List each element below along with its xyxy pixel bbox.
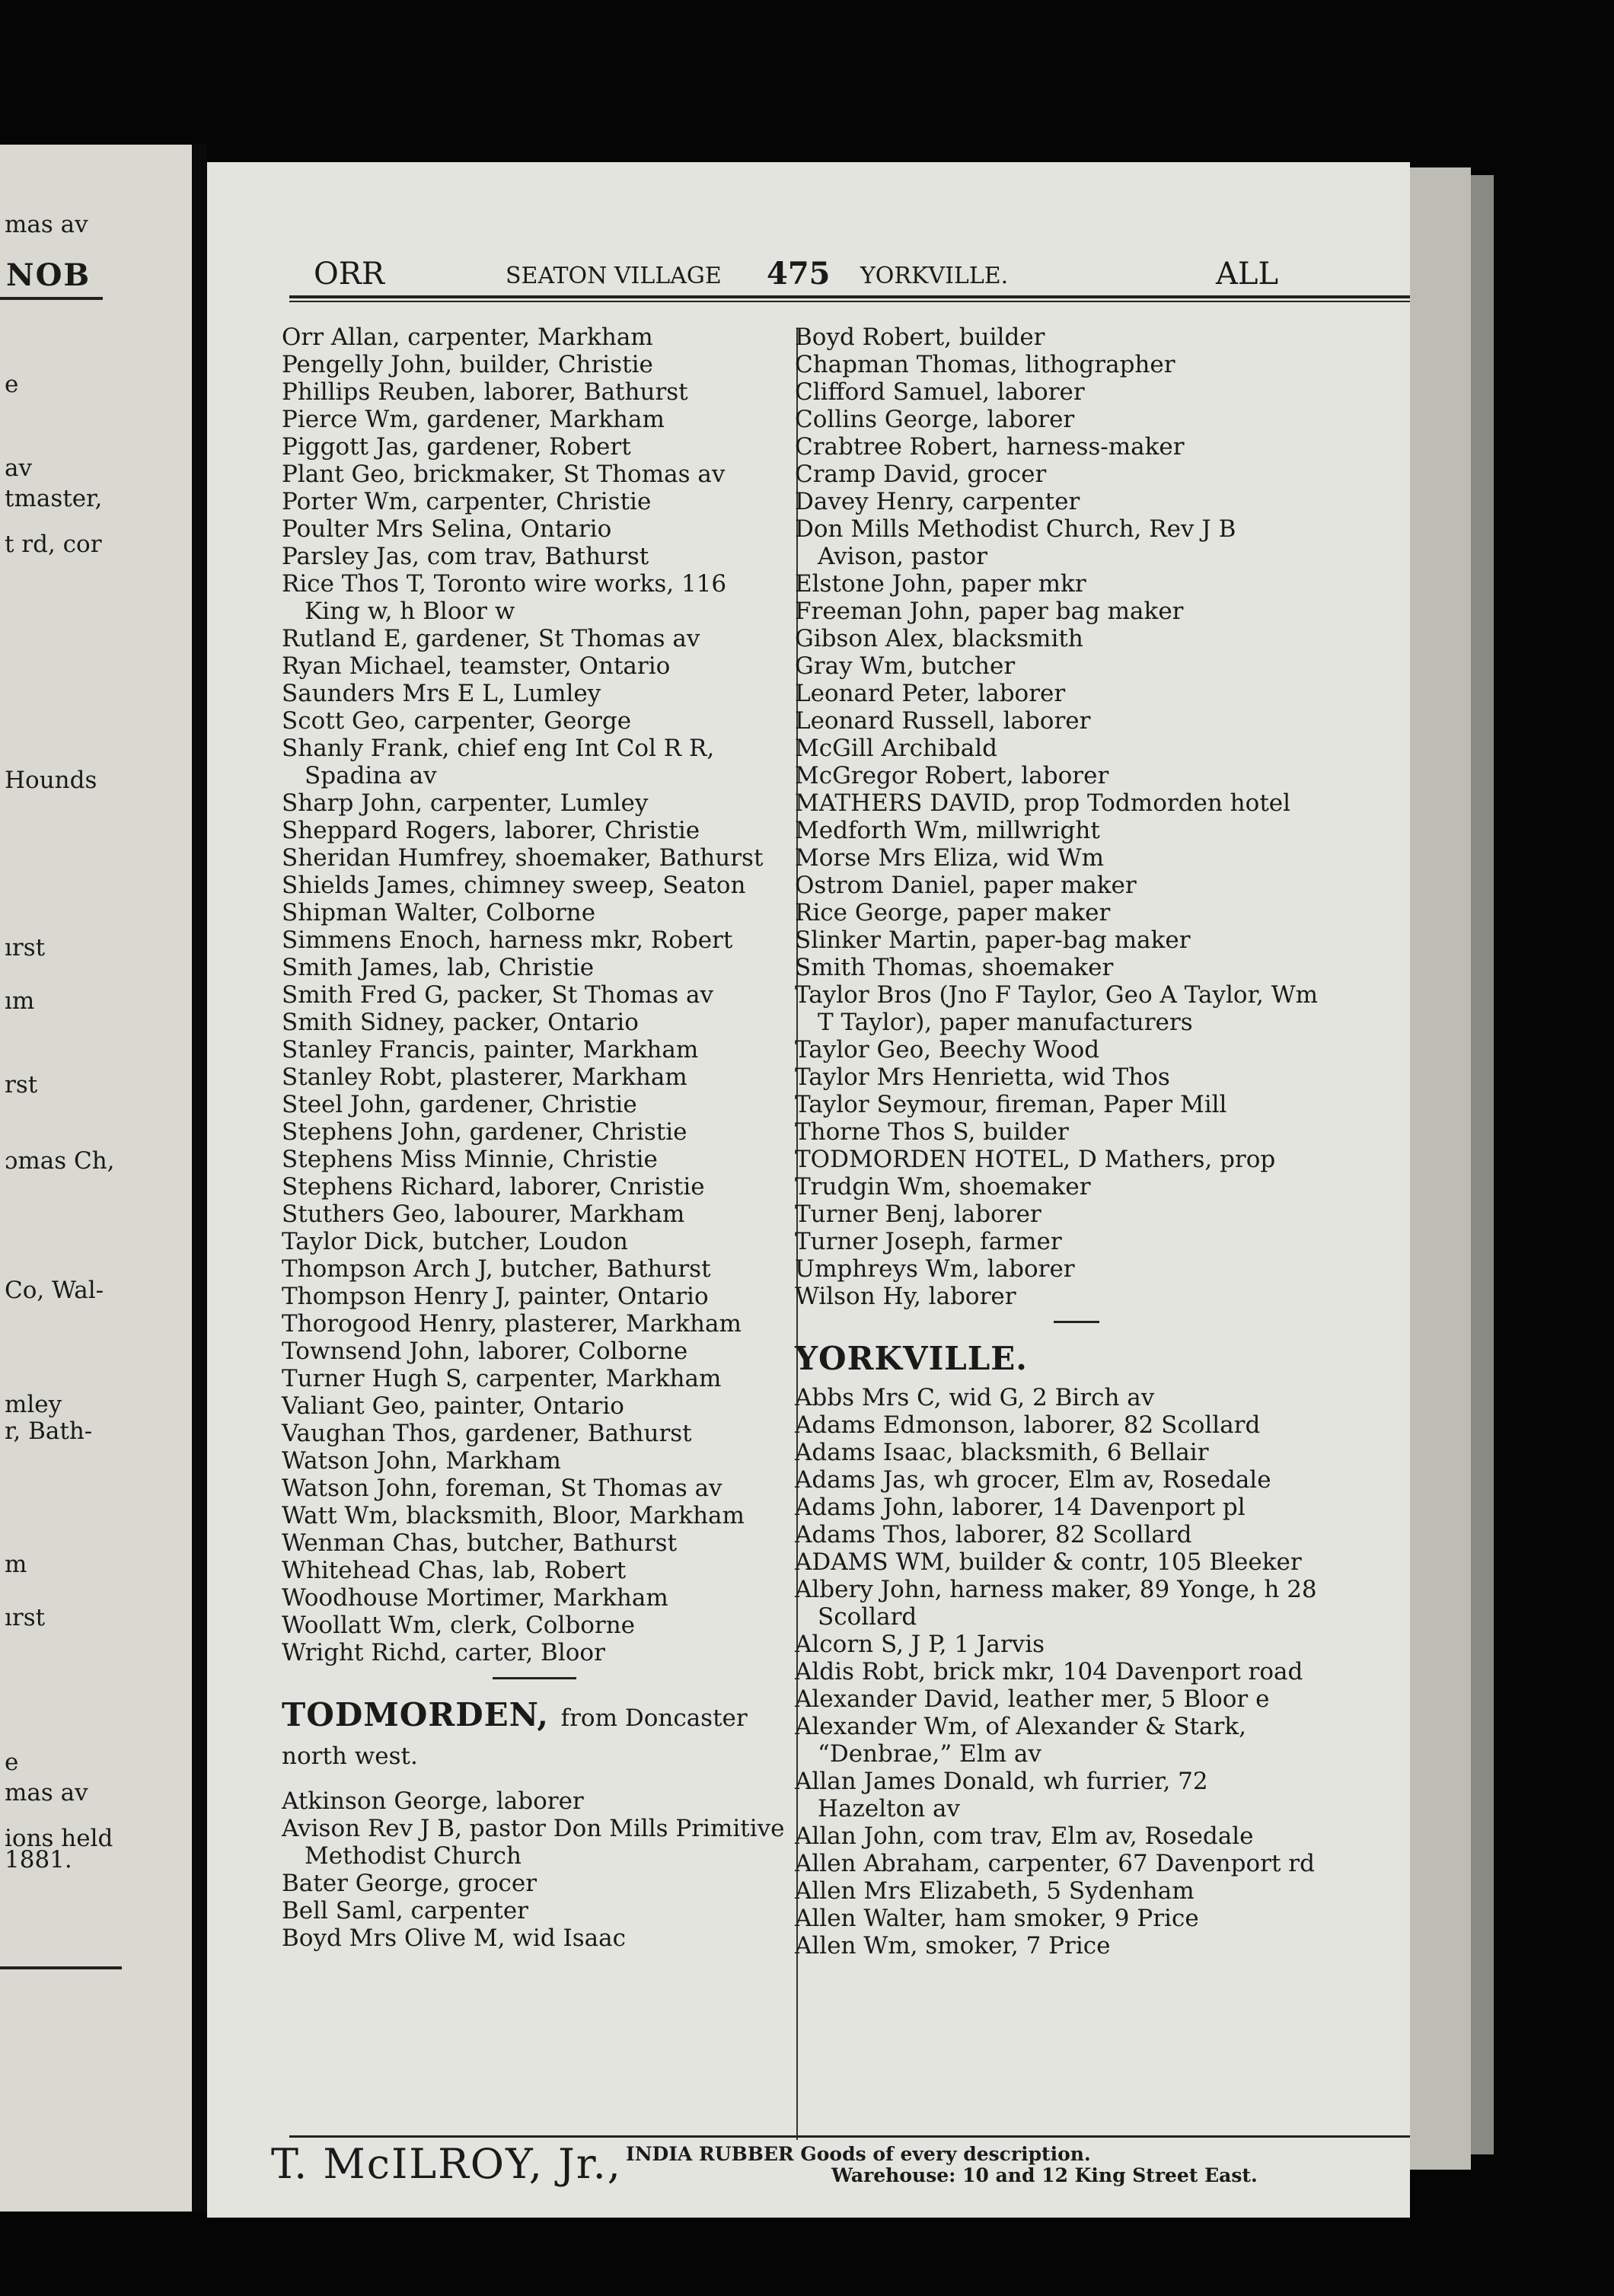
directory-entry: Smith Thomas, shoemaker — [795, 954, 1114, 981]
section-title: TODMORDEN, — [282, 1696, 550, 1733]
directory-entry: Taylor Dick, butcher, Loudon — [282, 1228, 628, 1255]
directory-entry: Atkinson George, laborer — [282, 1787, 584, 1815]
left-page-text-fragment: e — [5, 371, 19, 398]
right-column — [795, 324, 1320, 1960]
directory-entry: Slinker Martin, paper-bag maker — [795, 926, 1191, 954]
left-page-text-fragment: ım — [5, 987, 35, 1015]
directory-entry: Rice George, paper maker — [795, 899, 1111, 926]
directory-entry: Wilson Hy, laborer — [795, 1283, 1016, 1310]
advertiser-name: T. McILROY, Jr., — [271, 2140, 622, 2188]
section-separator — [493, 1677, 576, 1679]
directory-entry: ADAMS WM, builder & contr, 105 Bleeker — [795, 1548, 1302, 1576]
directory-entry: Abbs Mrs C, wid G, 2 Birch av — [795, 1384, 1155, 1411]
todmorden-section-heading — [282, 1698, 787, 1774]
directory-entry: Sheppard Rogers, laborer, Christie — [282, 817, 700, 844]
left-page-bottom-rule — [0, 1966, 122, 1969]
left-page-text-fragment: mley — [5, 1391, 62, 1418]
left-column — [282, 324, 787, 1952]
directory-entry: Adams Edmonson, laborer, 82 Scollard — [795, 1411, 1261, 1439]
left-page-text-fragment: mas av — [5, 1779, 88, 1807]
directory-entry: Allen Mrs Elizabeth, 5 Sydenham — [795, 1877, 1195, 1905]
directory-entry: Shanly Frank, chief eng Int Col R R, Spadina av — [282, 735, 715, 789]
directory-entry: Adams John, laborer, 14 Davenport pl — [795, 1494, 1246, 1521]
directory-entry: Boyd Robert, builder — [795, 324, 1045, 351]
directory-entry: Pierce Wm, gardener, Markham — [282, 406, 665, 433]
todmorden-entries — [282, 1787, 787, 1952]
directory-entry: Simmens Enoch, harness mkr, Robert — [282, 926, 733, 954]
directory-entry: Leonard Russell, laborer — [795, 707, 1091, 735]
advertisement-line-2: Warehouse: 10 and 12 King Street East. — [831, 2164, 1258, 2186]
directory-entry: Woollatt Wm, clerk, Colborne — [282, 1612, 636, 1639]
directory-entry: Stanley Francis, painter, Markham — [282, 1036, 699, 1063]
header-town: YORKVILLE. — [860, 263, 1009, 289]
directory-entry: Porter Wm, carpenter, Christie — [282, 488, 652, 515]
section-separator — [1054, 1321, 1099, 1323]
directory-entry: Stanley Robt, plasterer, Markham — [282, 1063, 687, 1091]
directory-entry: Bater George, grocer — [282, 1870, 537, 1897]
header-right-keyword: ALL — [1216, 257, 1279, 292]
directory-entry: Smith James, lab, Christie — [282, 954, 595, 981]
directory-entry: Allen Walter, ham smoker, 9 Price — [795, 1905, 1199, 1932]
directory-entry: Avison Rev J B, pastor Don Mills Primitive Methodist Church — [282, 1815, 785, 1870]
directory-entry: Umphreys Wm, laborer — [795, 1255, 1075, 1283]
directory-entry: TODMORDEN HOTEL, D Mathers, prop — [795, 1146, 1276, 1173]
directory-entry: Thorne Thos S, builder — [795, 1118, 1069, 1146]
directory-entry: Don Mills Methodist Church, Rev J B Avison, pastor — [795, 515, 1236, 570]
left-page-text-fragment: tmaster, — [5, 485, 103, 512]
left-page-header: NOB — [6, 257, 91, 293]
directory-entry: Thorogood Henry, plasterer, Markham — [282, 1310, 742, 1338]
directory-entry: Taylor Geo, Beechy Wood — [795, 1036, 1100, 1063]
directory-entry: Smith Fred G, packer, St Thomas av — [282, 981, 713, 1009]
directory-entry: Adams Jas, wh grocer, Elm av, Rosedale — [795, 1466, 1271, 1494]
footer-rule — [289, 2135, 1450, 2138]
directory-entry: Plant Geo, brickmaker, St Thomas av — [282, 461, 726, 488]
directory-entry: Watson John, foreman, St Thomas av — [282, 1475, 722, 1502]
left-page-text-fragment: ions held — [5, 1825, 113, 1852]
left-page-text-fragment: ɔmas Ch, — [5, 1147, 115, 1175]
directory-entry: Medforth Wm, millwright — [795, 817, 1100, 844]
left-page-text-fragment: r, Bath- — [5, 1417, 93, 1445]
directory-entry: Sheridan Humfrey, shoemaker, Bathurst — [282, 844, 764, 872]
directory-entry: Thompson Henry J, painter, Ontario — [282, 1283, 709, 1310]
directory-entry: Cramp David, grocer — [795, 461, 1047, 488]
left-page-text-fragment: rst — [5, 1071, 38, 1099]
page-edge-shadow — [1471, 175, 1494, 2154]
directory-entry: Poulter Mrs Selina, Ontario — [282, 515, 612, 543]
directory-entry: Aldis Robt, brick mkr, 104 Davenport road — [795, 1658, 1303, 1685]
header-left-keyword: ORR — [314, 257, 385, 292]
directory-entry: Watt Wm, blacksmith, Bloor, Markham — [282, 1502, 745, 1529]
directory-entry: Allen Abraham, carpenter, 67 Davenport rd — [795, 1850, 1315, 1877]
directory-page — [207, 162, 1410, 2218]
directory-entry: Whitehead Chas, lab, Robert — [282, 1557, 627, 1584]
directory-entry: Taylor Seymour, fireman, Paper Mill — [795, 1091, 1227, 1118]
directory-entry: Allan James Donald, wh furrier, 72 Hazelton av — [795, 1768, 1208, 1822]
directory-entry: Crabtree Robert, harness-maker — [795, 433, 1185, 461]
header-rule — [289, 295, 1450, 298]
left-column-entries — [282, 324, 787, 1666]
right-column-entries — [795, 324, 1320, 1310]
advertisement-line-1: INDIA RUBBER Goods of every description. — [626, 2143, 1091, 2165]
left-page-text-fragment: Hounds — [5, 767, 97, 794]
directory-entry: Adams Isaac, blacksmith, 6 Bellair — [795, 1439, 1209, 1466]
directory-entry: Smith Sidney, packer, Ontario — [282, 1009, 639, 1036]
left-page-text-fragment: e — [5, 1749, 19, 1776]
directory-entry: Shipman Walter, Colborne — [282, 899, 596, 926]
directory-entry: Saunders Mrs E L, Lumley — [282, 680, 601, 707]
directory-entry: Watson John, Markham — [282, 1447, 561, 1475]
directory-entry: Morse Mrs Eliza, wid Wm — [795, 844, 1105, 872]
directory-entry: Turner Benj, laborer — [795, 1201, 1041, 1228]
directory-entry: Orr Allan, carpenter, Markham — [282, 324, 653, 351]
directory-entry: Alexander Wm, of Alexander & Stark, “Denbrae,” Elm av — [795, 1713, 1246, 1768]
directory-entry: Chapman Thomas, lithographer — [795, 351, 1175, 378]
directory-entry: McGill Archibald — [795, 735, 997, 762]
book-gutter — [192, 145, 207, 2211]
directory-entry: Davey Henry, carpenter — [795, 488, 1080, 515]
directory-entry: Parsley Jas, com trav, Bathurst — [282, 543, 649, 570]
directory-entry: Allen Wm, smoker, 7 Price — [795, 1932, 1111, 1960]
directory-entry: Boyd Mrs Olive M, wid Isaac — [282, 1924, 627, 1952]
section-note: from Doncaster north west. — [282, 1704, 748, 1770]
directory-entry: Wright Richd, carter, Bloor — [282, 1639, 605, 1666]
left-page-text-fragment: mas av — [5, 211, 88, 238]
header-rule-thin — [289, 301, 1450, 302]
directory-entry: MATHERS DAVID, prop Todmorden hotel — [795, 789, 1291, 817]
directory-entry: Leonard Peter, laborer — [795, 680, 1066, 707]
left-page-rule — [0, 297, 103, 300]
directory-entry: Stuthers Geo, labourer, Markham — [282, 1201, 685, 1228]
directory-entry: Alcorn S, J P, 1 Jarvis — [795, 1631, 1045, 1658]
directory-entry: Clifford Samuel, laborer — [795, 378, 1085, 406]
directory-entry: Valiant Geo, painter, Ontario — [282, 1392, 624, 1420]
directory-entry: Trudgin Wm, shoemaker — [795, 1173, 1091, 1201]
directory-entry: Taylor Mrs Henrietta, wid Thos — [795, 1063, 1170, 1091]
left-page-text-fragment: Co, Wal- — [5, 1277, 104, 1304]
left-page-text-fragment: t rd, cor — [5, 531, 102, 558]
directory-entry: Stephens John, gardener, Christie — [282, 1118, 687, 1146]
directory-entry: Freeman John, paper bag maker — [795, 598, 1184, 625]
directory-entry: Thompson Arch J, butcher, Bathurst — [282, 1255, 711, 1283]
directory-entry: Allan John, com trav, Elm av, Rosedale — [795, 1822, 1254, 1850]
directory-entry: Townsend John, laborer, Colborne — [282, 1338, 688, 1365]
directory-entry: Turner Hugh S, carpenter, Markham — [282, 1365, 722, 1392]
directory-entry: Ryan Michael, teamster, Ontario — [282, 652, 671, 680]
left-page-text-fragment: 1881. — [5, 1846, 72, 1873]
yorkville-section-heading: YORKVILLE. — [795, 1340, 1028, 1377]
header-village: SEATON VILLAGE — [506, 263, 722, 289]
directory-entry: Sharp John, carpenter, Lumley — [282, 789, 649, 817]
directory-entry: Taylor Bros (Jno F Taylor, Geo A Taylor, Wm T Taylor), paper manufacturers — [795, 981, 1318, 1036]
directory-entry: Steel John, gardener, Christie — [282, 1091, 637, 1118]
directory-entry: Bell Saml, carpenter — [282, 1897, 528, 1924]
directory-entry: Phillips Reuben, laborer, Bathurst — [282, 378, 688, 406]
directory-entry: Albery John, harness maker, 89 Yonge, h 28 Scollard — [795, 1576, 1317, 1631]
left-page-text-fragment: ırst — [5, 934, 46, 961]
directory-entry: Elstone John, paper mkr — [795, 570, 1086, 598]
left-page-fragment — [0, 145, 192, 2211]
directory-entry: Rice Thos T, Toronto wire works, 116 King w, h Bloor w — [282, 570, 727, 625]
left-page-text-fragment: m — [5, 1551, 27, 1578]
directory-entry: Alexander David, leather mer, 5 Bloor e — [795, 1685, 1270, 1713]
page-edge — [1410, 167, 1471, 2170]
directory-entry: Gray Wm, butcher — [795, 652, 1016, 680]
page-number: 475 — [767, 256, 831, 292]
directory-entry: Adams Thos, laborer, 82 Scollard — [795, 1521, 1192, 1548]
directory-entry: Stephens Miss Minnie, Christie — [282, 1146, 658, 1173]
directory-entry: Piggott Jas, gardener, Robert — [282, 433, 631, 461]
directory-entry: Ostrom Daniel, paper maker — [795, 872, 1137, 899]
directory-entry: Wenman Chas, butcher, Bathurst — [282, 1529, 678, 1557]
directory-entry: Woodhouse Mortimer, Markham — [282, 1584, 668, 1612]
directory-entry: Stephens Richard, laborer, Cnristie — [282, 1173, 705, 1201]
directory-entry: Gibson Alex, blacksmith — [795, 625, 1083, 652]
directory-entry: Shields James, chimney sweep, Seaton — [282, 872, 746, 899]
yorkville-entries — [795, 1384, 1320, 1960]
directory-entry: Vaughan Thos, gardener, Bathurst — [282, 1420, 692, 1447]
left-page-text-fragment: av — [5, 454, 32, 482]
directory-entry: Pengelly John, builder, Christie — [282, 351, 653, 378]
directory-entry: Rutland E, gardener, St Thomas av — [282, 625, 700, 652]
directory-entry: McGregor Robert, laborer — [795, 762, 1109, 789]
directory-entry: Scott Geo, carpenter, George — [282, 707, 632, 735]
directory-entry: Turner Joseph, farmer — [795, 1228, 1062, 1255]
directory-entry: Collins George, laborer — [795, 406, 1075, 433]
left-page-text-fragment: ırst — [5, 1604, 46, 1631]
